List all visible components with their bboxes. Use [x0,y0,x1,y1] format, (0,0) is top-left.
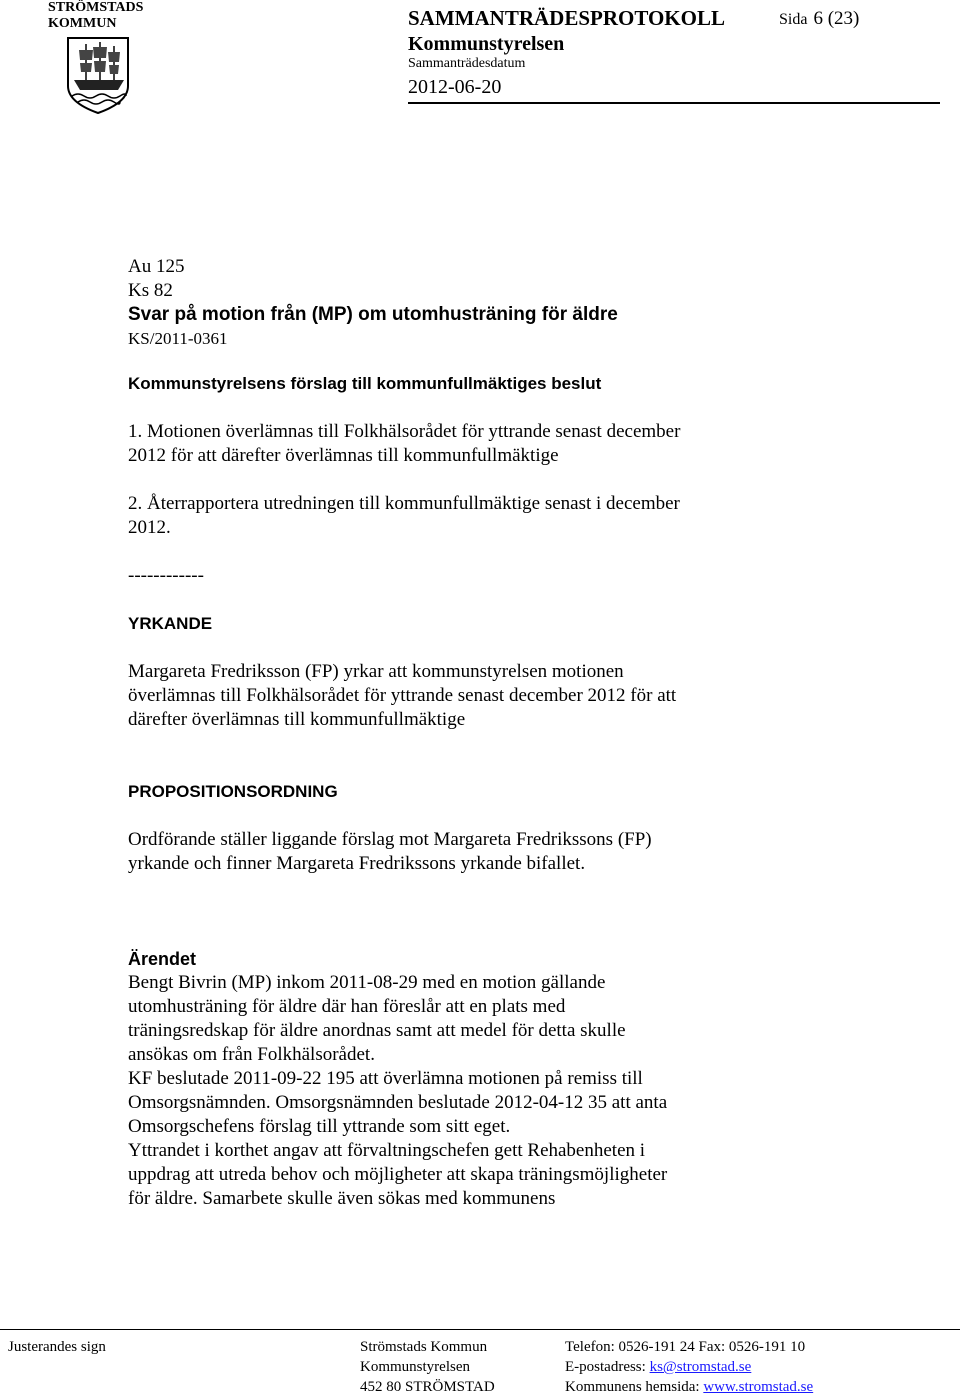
page-label: Sida [779,11,808,28]
signature-label: Justerandes sign [8,1339,106,1355]
yrkande-heading: YRKANDE [128,614,213,633]
arendet-line: Yttrandet i korthet angav att förvaltningschefen gett Rehabenheten i [128,1140,646,1161]
propositionsordning-heading: PROPOSITIONSORDNING [128,782,338,801]
arendet-line: Bengt Bivrin (MP) inkom 2011-08-29 med en motion gällande [128,972,606,993]
footer-email-row [565,1357,751,1377]
case-title: Svar på motion från (MP) om utomhusträning för äldre [128,304,618,325]
proposal-item-1-line1: 1. Motionen överlämnas till Folkhälsorådet för yttrande senast december [128,421,681,442]
email-label: E-postadress: [565,1359,650,1375]
website-link[interactable]: www.stromstad.se [703,1379,814,1395]
footer-org-unit: Kommunstyrelsen [360,1359,470,1375]
footer-org-name: Strömstads Kommun [360,1339,488,1355]
yrkande-line: Margareta Fredriksson (FP) yrkar att kommunstyrelsen motionen [128,661,624,682]
municipality-name-line1: STRÖMSTADS [48,0,144,15]
footer-phone: Telefon: 0526-191 24 Fax: 0526-191 10 [565,1339,806,1355]
reference-ks: Ks 82 [128,280,173,301]
proposal-item-1-line2: 2012 för att därefter överlämnas till kommunfullmäktige [128,445,559,466]
meeting-date: 2012-06-20 [408,76,502,98]
footer-web-row [565,1377,813,1397]
municipality-logo-text [48,0,143,32]
arendet-heading: Ärendet [128,949,197,969]
arendet-line: KF beslutade 2011-09-22 195 att överlämna motionen på remiss till [128,1068,643,1089]
section-separator: ------------ [128,565,204,586]
arendet-line: utomhusträning för äldre där han föreslår att en plats med [128,996,566,1017]
yrkande-line: därefter överlämnas till kommunfullmäktige [128,709,466,730]
email-link[interactable]: ks@stromstad.se [649,1359,752,1375]
footer-address: 452 80 STRÖMSTAD [360,1379,495,1395]
header-divider [408,102,940,104]
arendet-line: för äldre. Samarbete skulle även sökas med kommunens [128,1188,556,1209]
footer-divider [0,1329,960,1330]
meeting-date-label: Sammanträdesdatum [408,56,526,71]
arendet-line: ansökas om från Folkhälsorådet. [128,1044,375,1065]
proposal-heading: Kommunstyrelsens förslag till kommunfullmäktiges beslut [128,374,602,393]
yrkande-line: överlämnas till Folkhälsorådet för yttrande senast december 2012 för att [128,685,677,706]
case-number: KS/2011-0361 [128,329,228,348]
page-number: 6 (23) [813,8,860,29]
arendet-line: träningsredskap för äldre anordnas samt att medel för detta skulle [128,1020,626,1041]
organ-name: Kommunstyrelsen [408,33,565,55]
arendet-line: uppdrag att utreda behov och möjligheter att skapa träningsmöjligheter [128,1164,668,1185]
document-type-title: SAMMANTRÄDESPROTOKOLL [408,6,725,30]
propositionsordning-line: yrkande och finner Margareta Fredrikssons yrkande bifallet. [128,853,586,874]
proposal-item-2-line1: 2. Återrapportera utredningen till kommunfullmäktige senast i december [128,493,680,514]
web-label: Kommunens hemsida: [565,1379,704,1395]
arendet-line: Omsorgschefens förslag till yttrande som sitt eget. [128,1116,511,1137]
arendet-line: Omsorgsnämnden. Omsorgsnämnden beslutade 2012-04-12 35 att anta [128,1092,668,1113]
propositionsordning-line: Ordförande ställer liggande förslag mot Margareta Fredrikssons (FP) [128,829,652,850]
reference-au: Au 125 [128,256,185,277]
ship-crest-icon [64,34,132,114]
municipality-name-line2: KOMMUN [48,16,117,31]
proposal-item-2-line2: 2012. [128,517,171,538]
page-indicator [779,8,859,30]
